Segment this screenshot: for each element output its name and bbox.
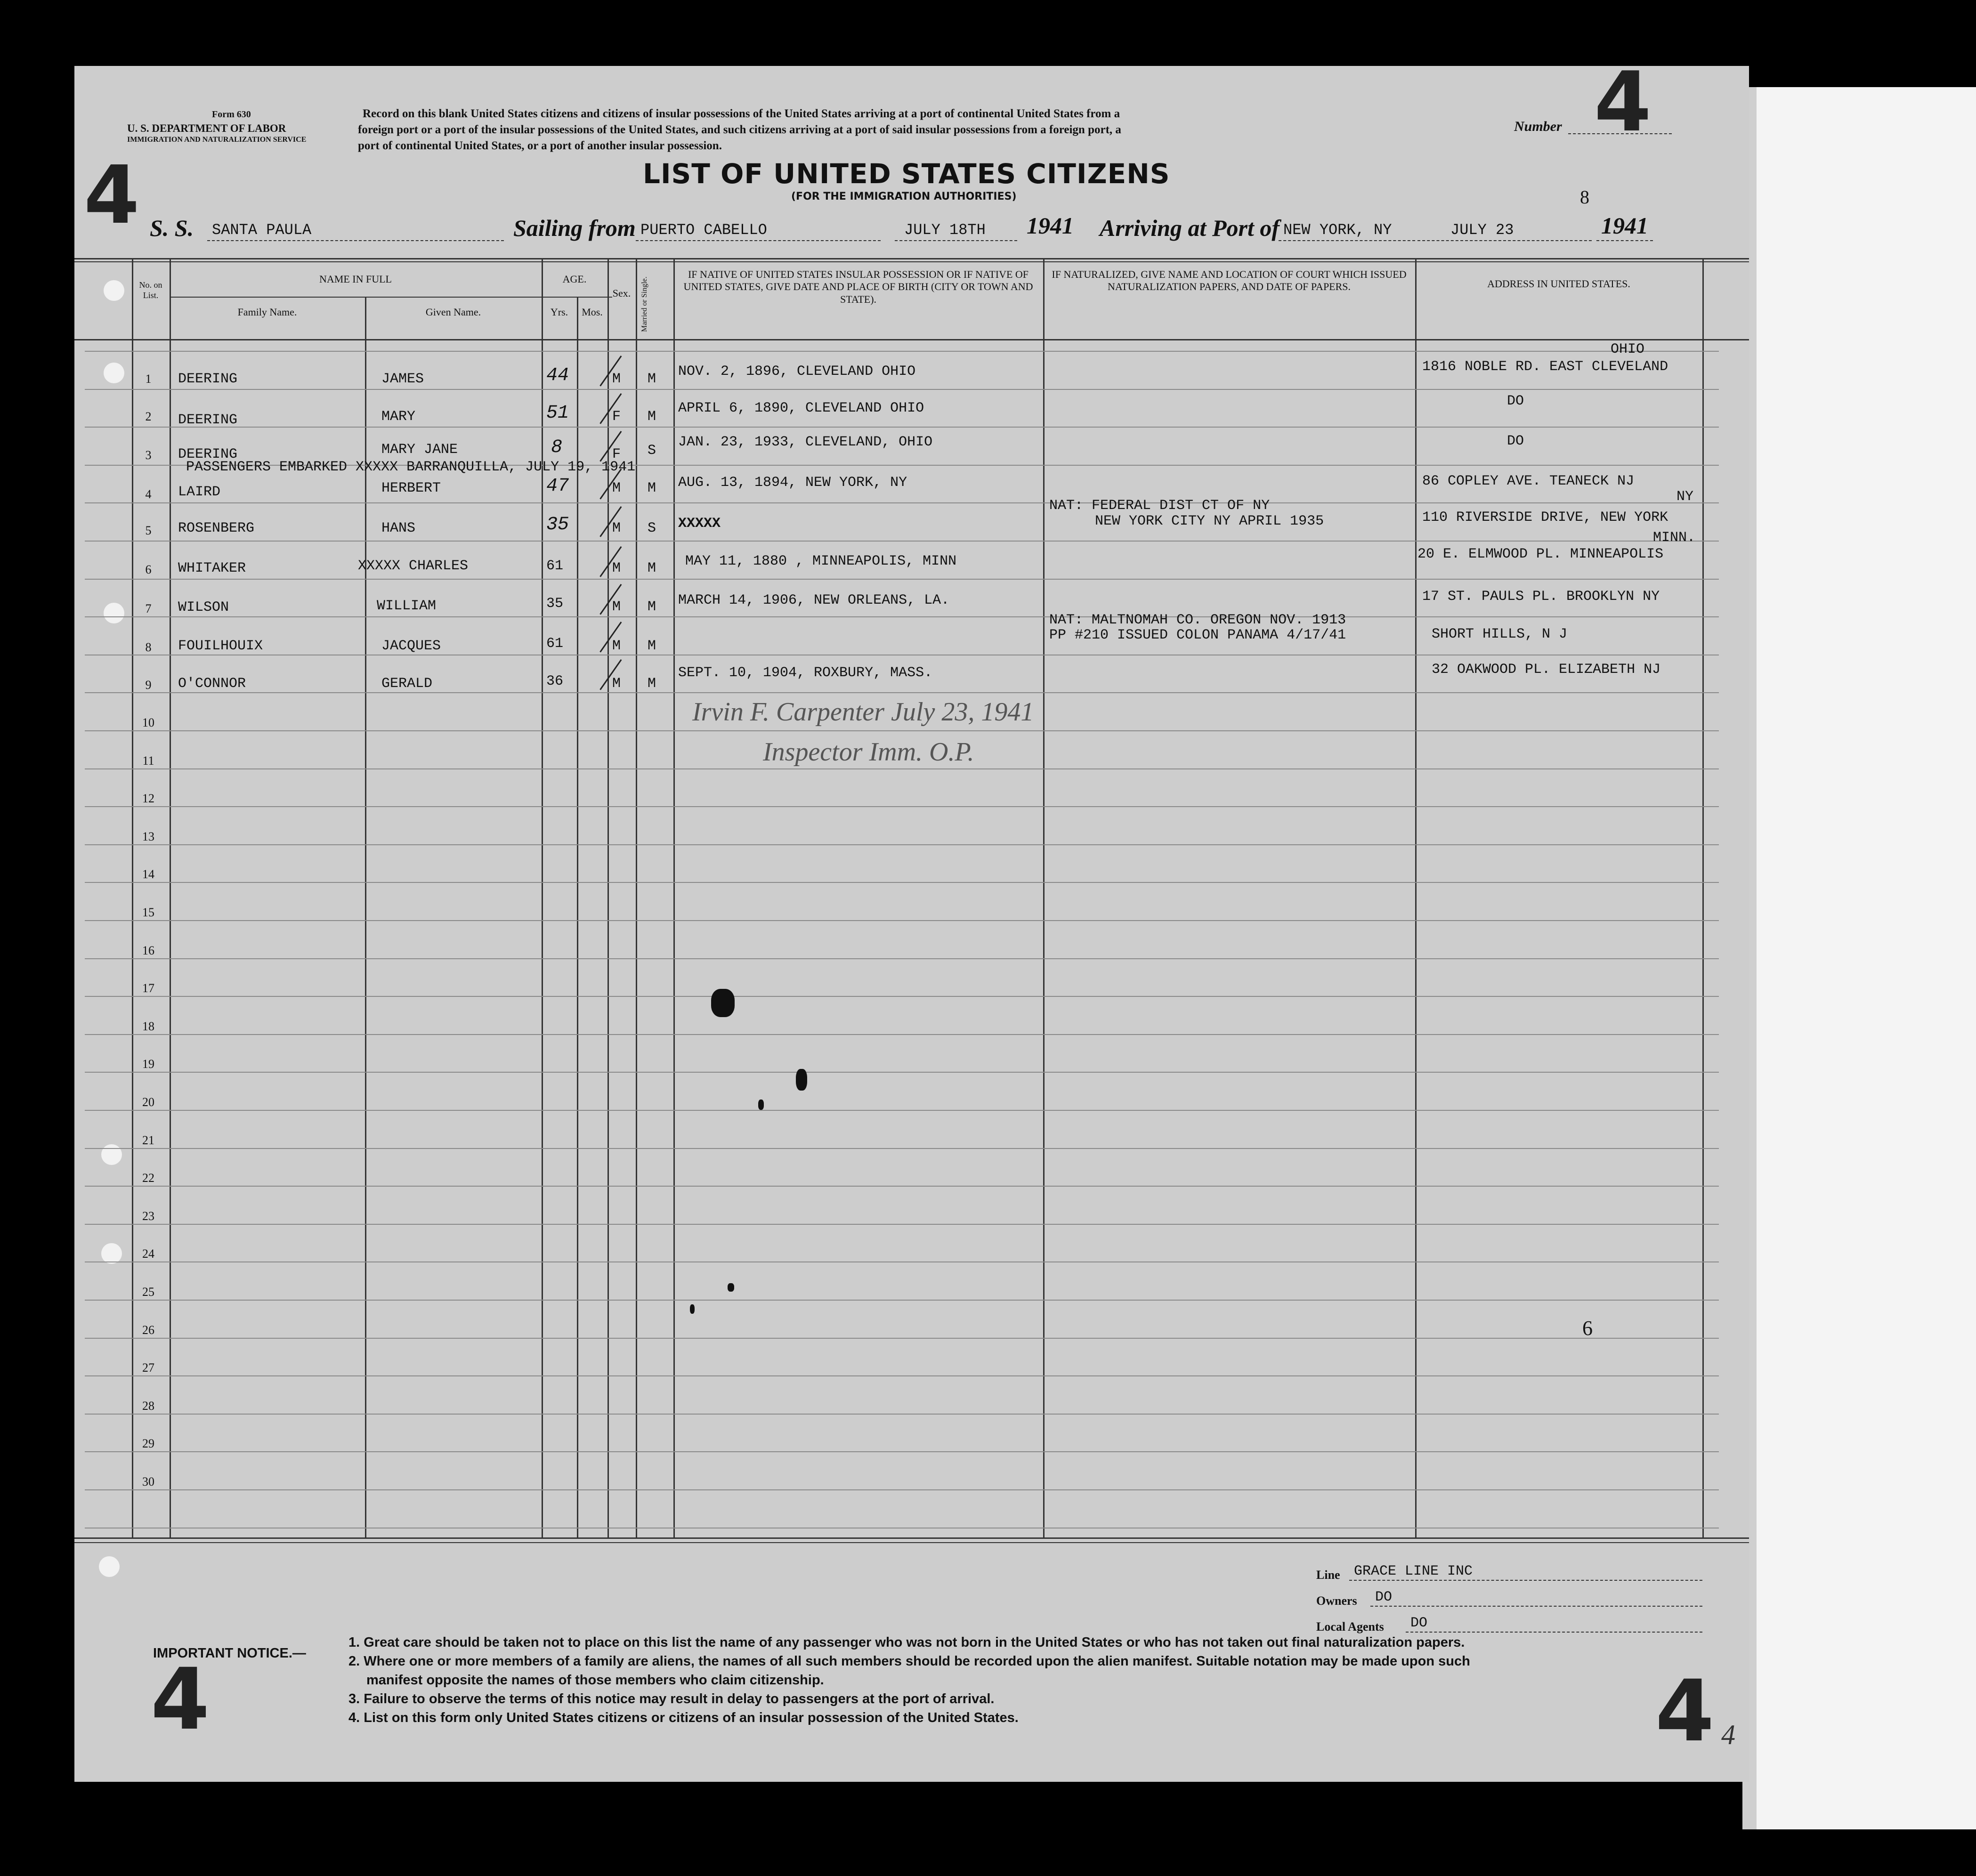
arrival-date-underline [1417, 240, 1592, 241]
form-title: LIST OF UNITED STATES CITIZENS [643, 158, 1170, 190]
age-years: 8 [551, 437, 563, 458]
row-number: 16 [142, 944, 154, 957]
col-divider-family [170, 258, 171, 1539]
agents-label: Local Agents [1316, 1620, 1384, 1633]
col-header-given: Given Name. [425, 306, 481, 318]
col-header-yrs: Yrs. [550, 306, 568, 318]
address: DO [1507, 393, 1524, 409]
given-name: MARY JANE [381, 442, 458, 458]
row-number: 27 [142, 1361, 154, 1375]
number-underline [1568, 133, 1672, 134]
inspector-title: Inspector Imm. O.P. [763, 737, 974, 767]
instruction-line-3: port of continental United States, or a port of another insular possession. [358, 139, 722, 152]
family-name: DEERING [178, 446, 238, 462]
owners-value: DO [1375, 1589, 1393, 1605]
given-name: HANS [381, 520, 416, 536]
col-divider-no [132, 258, 133, 1539]
manifest-page [74, 66, 1749, 1782]
age-years: 36 [546, 673, 564, 689]
family-name: O'CONNOR [178, 676, 246, 692]
row-separator [85, 579, 1719, 580]
form-subtitle: (FOR THE IMMIGRATION AUTHORITIES) [791, 191, 1017, 202]
pencil-page-mark: 4 [1721, 1719, 1735, 1750]
row-number: 28 [142, 1399, 154, 1413]
birth-info: APRIL 6, 1890, CLEVELAND OHIO [678, 400, 924, 416]
col-divider-right [1702, 258, 1704, 1539]
col-divider-given [365, 297, 366, 1539]
row-number: 15 [142, 906, 154, 919]
notice-1: 1. Great care should be taken not to place on this list the name of any passenger who was not born in the United States or who has not taken out final naturalization papers. [348, 1635, 1465, 1650]
arriving-label: Arriving at Port of [1100, 215, 1280, 241]
backing-sheet [1742, 87, 1976, 1829]
ship-name: SANTA PAULA [212, 221, 312, 239]
row-separator [85, 958, 1719, 959]
marital-status: S [648, 443, 656, 459]
arrival-date: JULY 23 [1450, 221, 1514, 239]
row-number: 12 [142, 792, 154, 805]
marital-status: M [648, 409, 656, 425]
given-name: HERBERT [381, 480, 441, 496]
row-number: 21 [142, 1133, 154, 1147]
row-separator [85, 996, 1719, 997]
row-separator [85, 1110, 1719, 1111]
table-bottom-border [74, 1537, 1749, 1539]
embarkation-note: PASSENGERS EMBARKED XXXXX BARRANQUILLA, JULY 19, 1941 [186, 459, 636, 475]
col-divider-yrs [542, 258, 543, 1539]
sex: F [612, 446, 621, 462]
address: 20 E. ELMWOOD PL. MINNEAPOLIS [1417, 546, 1664, 562]
row-separator [85, 692, 1719, 693]
notice-4: 4. List on this form only United States citizens or citizens of an insular possession of the United States. [348, 1710, 1019, 1725]
address-note: OHIO [1611, 341, 1645, 357]
marital-status: S [648, 520, 656, 536]
row-number: 17 [142, 981, 154, 995]
sailing-from-port: PUERTO CABELLO [640, 221, 767, 239]
ink-blot [728, 1283, 734, 1292]
header-bottom-border [74, 339, 1749, 340]
given-name: JAMES [381, 371, 424, 387]
birth-info: NOV. 2, 1896, CLEVELAND OHIO [678, 364, 916, 380]
line-value: GRACE LINE INC [1354, 1563, 1473, 1579]
instruction-line-1: Record on this blank United States citizens and citizens of insular possessions of the United States arriving at a port of continental United States from a [363, 107, 1120, 120]
sex: M [612, 480, 621, 496]
age-years: 44 [546, 365, 569, 386]
birth-info: MARCH 14, 1906, NEW ORLEANS, LA. [678, 592, 950, 608]
address: SHORT HILLS, N J [1432, 626, 1568, 642]
col-header-family: Family Name. [237, 306, 297, 318]
col-divider-address [1415, 258, 1417, 1539]
row-number: 7 [145, 602, 152, 615]
marital-status: M [648, 638, 656, 654]
col-divider-naturalized [1043, 258, 1045, 1539]
row-separator [85, 1338, 1719, 1339]
row-number: 4 [145, 487, 152, 501]
age-years: 61 [546, 636, 564, 652]
family-name: DEERING [178, 412, 238, 428]
agents-value: DO [1410, 1615, 1428, 1631]
row-separator [85, 1489, 1719, 1490]
port-underline [1279, 240, 1415, 241]
stamped-number-left: 4 [84, 149, 140, 242]
age-years: 61 [546, 558, 564, 574]
row-number: 26 [142, 1323, 154, 1337]
age-years: 47 [546, 476, 569, 497]
sex: M [612, 676, 621, 692]
marital-status: M [648, 560, 656, 576]
row-number: 25 [142, 1285, 154, 1299]
table-bottom-border-inner [74, 1542, 1749, 1543]
address: DO [1507, 433, 1524, 449]
col-header-married-single: Married or Single. [640, 276, 648, 332]
birth-info: JAN. 23, 1933, CLEVELAND, OHIO [678, 434, 933, 450]
row-number: 2 [145, 410, 152, 423]
row-number: 29 [142, 1437, 154, 1450]
notice-2: 2. Where one or more members of a family are aliens, the names of all such members should be recorded upon the alien manifest. Suitable notation may be made upon such [348, 1654, 1470, 1669]
row-separator [85, 389, 1719, 390]
binder-hole [104, 363, 124, 383]
owners-underline [1370, 1606, 1702, 1607]
binder-hole [104, 603, 124, 623]
sex: M [612, 638, 621, 654]
col-header-mos: Mos. [582, 306, 603, 318]
sail-date-underline [895, 240, 1017, 241]
age-years: 51 [546, 403, 569, 424]
row-separator [85, 1300, 1719, 1301]
stamped-number-top: 4 [1594, 55, 1652, 150]
binder-hole [99, 1556, 120, 1577]
sex: F [612, 409, 621, 425]
number-label: Number [1514, 119, 1562, 134]
naturalization-passport: PP #210 ISSUED COLON PANAMA 4/17/41 [1049, 627, 1346, 643]
naturalization-court: NAT: MALTNOMAH CO. OREGON NOV. 1913 [1049, 612, 1346, 628]
row-separator [85, 920, 1719, 921]
birth-info: AUG. 13, 1894, NEW YORK, NY [678, 475, 907, 491]
col-divider-native [673, 258, 675, 1539]
instruction-line-2: foreign port or a port of the insular possessions of the United States, and such citizens arriving at a port of said insular possessions from a foreign port, a [358, 123, 1121, 136]
sex: M [612, 371, 621, 387]
row-number: 3 [145, 448, 152, 462]
row-number: 20 [142, 1095, 154, 1109]
notice-2-cont: manifest opposite the names of those members who claim citizenship. [366, 1673, 824, 1688]
row-number: 10 [142, 716, 154, 729]
address: 17 ST. PAULS PL. BROOKLYN NY [1422, 589, 1660, 605]
row-separator [85, 1224, 1719, 1225]
arrival-year: 1941 [1601, 212, 1648, 239]
address: 110 RIVERSIDE DRIVE, NEW YORK [1422, 509, 1668, 526]
family-name: DEERING [178, 371, 238, 387]
stamped-number-bottom-right: 4 [1655, 1662, 1715, 1761]
row-number: 18 [142, 1019, 154, 1033]
birth-info: SEPT. 10, 1904, ROXBURY, MASS. [678, 665, 933, 681]
notice-heading: IMPORTANT NOTICE.— [153, 1646, 306, 1661]
row-number: 23 [142, 1209, 154, 1223]
row-separator [85, 882, 1719, 883]
notice-3: 3. Failure to observe the terms of this notice may result in delay to passengers at the port of arrival. [348, 1691, 995, 1706]
marital-status: M [648, 599, 656, 615]
row-separator [85, 844, 1719, 845]
sail-year: 1941 [1027, 212, 1074, 239]
col-header-naturalized: IF NATURALIZED, GIVE NAME AND LOCATION OF COURT WHICH ISSUED NATURALIZATION PAPERS, AND DATE OF PAPERS. [1052, 268, 1407, 293]
row-separator [85, 427, 1719, 428]
form-number: Form 630 [212, 109, 251, 120]
line-label: Line [1316, 1568, 1340, 1582]
row-number: 8 [145, 640, 152, 654]
sex: M [612, 599, 621, 615]
row-separator [85, 1261, 1719, 1262]
col-header-no: No. on List. [139, 280, 162, 300]
stamped-number-bottom-left: 4 [151, 1650, 210, 1749]
col-header-name: NAME IN FULL [319, 273, 392, 285]
address: 1816 NOBLE RD. EAST CLEVELAND [1422, 359, 1668, 375]
marital-status: M [648, 371, 656, 387]
binder-hole [101, 1243, 122, 1264]
sailing-underline [636, 240, 881, 241]
table-top-border-inner [74, 261, 1749, 262]
owners-label: Owners [1316, 1594, 1357, 1608]
row-number: 9 [145, 678, 152, 692]
row-separator [85, 768, 1719, 769]
row-separator [85, 1072, 1719, 1073]
sailing-from-label: Sailing from [513, 215, 636, 241]
line-underline [1349, 1580, 1702, 1581]
ink-blot [711, 989, 735, 1017]
service-name: IMMIGRATION AND NATURALIZATION SERVICE [127, 136, 307, 144]
col-divider-mos [577, 297, 578, 1539]
ink-blot [690, 1304, 695, 1314]
naturalization-date: NEW YORK CITY NY APRIL 1935 [1095, 513, 1324, 529]
row-number: 6 [145, 563, 152, 576]
marital-status: M [648, 480, 656, 496]
address: 86 COPLEY AVE. TEANECK NJ [1422, 473, 1635, 489]
col-header-sex: Sex. [612, 287, 631, 299]
birth-info: XXXXX [678, 516, 721, 532]
row-number: 30 [142, 1475, 154, 1488]
name-age-subheader-line [170, 297, 612, 298]
agents-underline [1406, 1632, 1702, 1633]
given-name: XXXXX CHARLES [358, 558, 469, 574]
row-number: 22 [142, 1171, 154, 1185]
binder-hole [101, 1144, 122, 1165]
row-separator [85, 1034, 1719, 1035]
family-name: WHITAKER [178, 560, 246, 576]
ink-blot [758, 1100, 764, 1110]
given-name: WILLIAM [377, 598, 437, 614]
row-separator [85, 730, 1719, 731]
lower-mark: 6 [1582, 1317, 1593, 1340]
row-separator [85, 1148, 1719, 1149]
row-number: 24 [142, 1247, 154, 1261]
table-top-border [74, 258, 1749, 259]
year-underline [1596, 240, 1653, 241]
arrival-port: NEW YORK, NY [1283, 221, 1392, 239]
address-note: NY [1676, 489, 1694, 505]
marital-status: M [648, 676, 656, 692]
col-header-native: IF NATIVE OF UNITED STATES INSULAR POSSESSION OR IF NATIVE OF UNITED STATES, GIVE DATE AND PLACE OF BIRTH (CITY OR TOWN AND STATE). [683, 268, 1033, 305]
department-name: U. S. DEPARTMENT OF LABOR [127, 122, 286, 134]
naturalization-court: NAT: FEDERAL DIST CT OF NY [1049, 498, 1270, 514]
row-separator [85, 502, 1719, 503]
age-years: 35 [546, 514, 569, 535]
address-note: MINN. [1653, 530, 1696, 546]
sail-date: JULY 18TH [904, 221, 986, 239]
page-mark: 8 [1580, 186, 1589, 208]
ink-blot [796, 1069, 807, 1091]
sex: M [612, 560, 621, 576]
inspector-signature: Irvin F. Carpenter July 23, 1941 [692, 697, 1034, 727]
row-number: 5 [145, 524, 152, 537]
ss-label: S. S. [150, 215, 194, 241]
row-number: 1 [145, 372, 152, 386]
col-header-age: AGE. [562, 273, 587, 285]
col-divider-ms [636, 258, 637, 1539]
family-name: WILSON [178, 599, 229, 615]
address: 32 OAKWOOD PL. ELIZABETH NJ [1432, 662, 1661, 678]
row-separator [85, 1414, 1719, 1415]
given-name: GERALD [381, 676, 433, 692]
age-years: 35 [546, 596, 564, 612]
birth-info: MAY 11, 1880 , MINNEAPOLIS, MINN [685, 553, 957, 569]
row-number: 13 [142, 830, 154, 843]
row-number: 11 [142, 754, 154, 768]
row-separator [85, 351, 1719, 352]
family-name: ROSENBERG [178, 520, 255, 536]
row-separator [85, 1375, 1719, 1376]
row-separator [85, 616, 1719, 617]
sex: M [612, 520, 621, 536]
family-name: FOUILHOUIX [178, 638, 263, 654]
given-name: JACQUES [381, 638, 441, 654]
row-separator [85, 1186, 1719, 1187]
row-separator [85, 806, 1719, 807]
row-separator [85, 1451, 1719, 1452]
row-number: 14 [142, 867, 154, 881]
row-separator [85, 541, 1719, 542]
binder-hole [104, 280, 124, 301]
row-number: 19 [142, 1057, 154, 1071]
given-name: MARY [381, 409, 416, 425]
family-name: LAIRD [178, 484, 221, 500]
col-header-address: ADDRESS IN UNITED STATES. [1487, 278, 1630, 290]
ship-underline [207, 240, 504, 241]
